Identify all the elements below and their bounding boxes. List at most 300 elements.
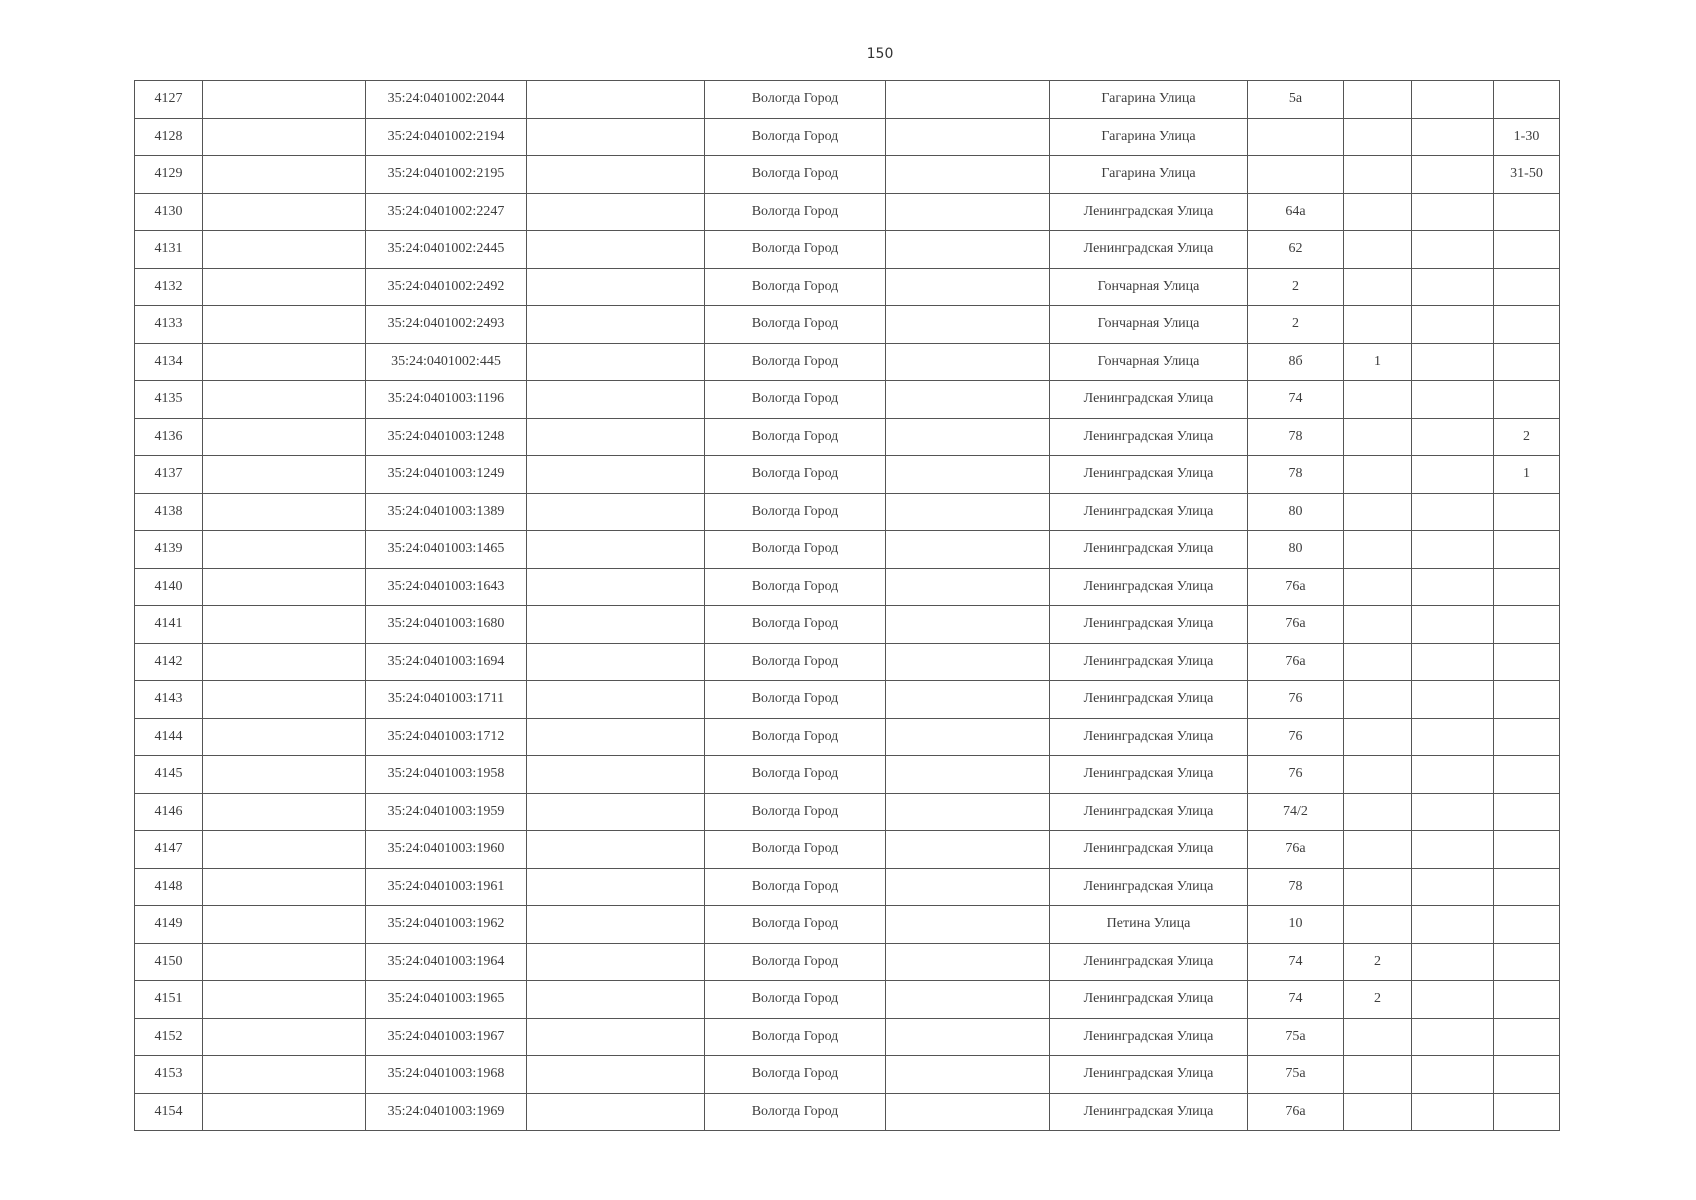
- street-cell: Ленинградская Улица: [1050, 1018, 1248, 1056]
- apartment-cell: [1494, 81, 1560, 119]
- street-cell: Ленинградская Улица: [1050, 756, 1248, 794]
- street-cell: Ленинградская Улица: [1050, 231, 1248, 269]
- row-number-cell: 4133: [135, 306, 203, 344]
- row-number-cell: 4147: [135, 831, 203, 869]
- cadastral-number-cell: 35:24:0401003:1964: [366, 943, 527, 981]
- building-cell: [1344, 568, 1412, 606]
- building-cell: [1344, 306, 1412, 344]
- table-row: [135, 118, 1560, 156]
- table-row: [135, 531, 1560, 569]
- street-cell: Ленинградская Улица: [1050, 606, 1248, 644]
- table-row: [135, 1018, 1560, 1056]
- blank-cell: [527, 606, 705, 644]
- street-cell: Ленинградская Улица: [1050, 718, 1248, 756]
- row-number-cell: 4154: [135, 1093, 203, 1131]
- house-number-cell: 75а: [1248, 1056, 1344, 1094]
- city-cell: Вологда Город: [705, 681, 886, 719]
- blank-cell: [1412, 81, 1494, 119]
- blank-cell: [1412, 793, 1494, 831]
- blank-cell: [886, 118, 1050, 156]
- table-row: [135, 681, 1560, 719]
- cadastral-number-cell: 35:24:0401003:1465: [366, 531, 527, 569]
- table-row: [135, 268, 1560, 306]
- house-number-cell: 76а: [1248, 606, 1344, 644]
- blank-cell: [1412, 606, 1494, 644]
- cadastral-number-cell: 35:24:0401003:1248: [366, 418, 527, 456]
- blank-cell: [886, 643, 1050, 681]
- blank-cell: [203, 831, 366, 869]
- building-cell: [1344, 156, 1412, 194]
- blank-cell: [203, 493, 366, 531]
- blank-cell: [527, 156, 705, 194]
- cadastral-number-cell: 35:24:0401003:1643: [366, 568, 527, 606]
- apartment-cell: [1494, 981, 1560, 1019]
- blank-cell: [886, 868, 1050, 906]
- city-cell: Вологда Город: [705, 906, 886, 944]
- blank-cell: [527, 381, 705, 419]
- row-number-cell: 4140: [135, 568, 203, 606]
- street-cell: Ленинградская Улица: [1050, 568, 1248, 606]
- apartment-cell: [1494, 718, 1560, 756]
- blank-cell: [527, 1018, 705, 1056]
- blank-cell: [203, 906, 366, 944]
- blank-cell: [1412, 718, 1494, 756]
- city-cell: Вологда Город: [705, 868, 886, 906]
- apartment-cell: [1494, 943, 1560, 981]
- city-cell: Вологда Город: [705, 793, 886, 831]
- row-number-cell: 4136: [135, 418, 203, 456]
- building-cell: [1344, 381, 1412, 419]
- cadastral-number-cell: 35:24:0401002:2493: [366, 306, 527, 344]
- blank-cell: [203, 606, 366, 644]
- table-row: [135, 456, 1560, 494]
- apartment-cell: [1494, 306, 1560, 344]
- blank-cell: [886, 756, 1050, 794]
- city-cell: Вологда Город: [705, 306, 886, 344]
- blank-cell: [1412, 493, 1494, 531]
- blank-cell: [203, 868, 366, 906]
- city-cell: Вологда Город: [705, 493, 886, 531]
- blank-cell: [203, 981, 366, 1019]
- house-number-cell: 76: [1248, 756, 1344, 794]
- house-number-cell: 10: [1248, 906, 1344, 944]
- row-number-cell: 4141: [135, 606, 203, 644]
- cadastral-number-cell: 35:24:0401002:445: [366, 343, 527, 381]
- street-cell: Ленинградская Улица: [1050, 1056, 1248, 1094]
- blank-cell: [527, 718, 705, 756]
- blank-cell: [1412, 568, 1494, 606]
- row-number-cell: 4142: [135, 643, 203, 681]
- blank-cell: [527, 81, 705, 119]
- city-cell: Вологда Город: [705, 756, 886, 794]
- street-cell: Ленинградская Улица: [1050, 793, 1248, 831]
- blank-cell: [203, 718, 366, 756]
- table-row: [135, 756, 1560, 794]
- house-number-cell: [1248, 118, 1344, 156]
- blank-cell: [886, 943, 1050, 981]
- city-cell: Вологда Город: [705, 531, 886, 569]
- blank-cell: [886, 381, 1050, 419]
- row-number-cell: 4135: [135, 381, 203, 419]
- blank-cell: [1412, 156, 1494, 194]
- apartment-cell: [1494, 681, 1560, 719]
- apartment-cell: [1494, 606, 1560, 644]
- city-cell: Вологда Город: [705, 418, 886, 456]
- blank-cell: [1412, 756, 1494, 794]
- street-cell: Гончарная Улица: [1050, 268, 1248, 306]
- apartment-cell: [1494, 1093, 1560, 1131]
- row-number-cell: 4127: [135, 81, 203, 119]
- house-number-cell: 75а: [1248, 1018, 1344, 1056]
- street-cell: Ленинградская Улица: [1050, 831, 1248, 869]
- blank-cell: [1412, 531, 1494, 569]
- blank-cell: [1412, 418, 1494, 456]
- blank-cell: [203, 306, 366, 344]
- blank-cell: [203, 531, 366, 569]
- blank-cell: [1412, 1018, 1494, 1056]
- blank-cell: [886, 1018, 1050, 1056]
- city-cell: Вологда Город: [705, 606, 886, 644]
- street-cell: Гагарина Улица: [1050, 81, 1248, 119]
- blank-cell: [203, 418, 366, 456]
- city-cell: Вологда Город: [705, 381, 886, 419]
- blank-cell: [886, 606, 1050, 644]
- apartment-cell: [1494, 231, 1560, 269]
- blank-cell: [1412, 456, 1494, 494]
- apartment-cell: [1494, 493, 1560, 531]
- blank-cell: [1412, 681, 1494, 719]
- blank-cell: [1412, 981, 1494, 1019]
- city-cell: Вологда Город: [705, 156, 886, 194]
- blank-cell: [527, 343, 705, 381]
- street-cell: Ленинградская Улица: [1050, 681, 1248, 719]
- street-cell: Ленинградская Улица: [1050, 643, 1248, 681]
- blank-cell: [527, 756, 705, 794]
- cadastral-number-cell: 35:24:0401002:2445: [366, 231, 527, 269]
- building-cell: [1344, 1056, 1412, 1094]
- blank-cell: [886, 981, 1050, 1019]
- blank-cell: [1412, 381, 1494, 419]
- house-number-cell: 74/2: [1248, 793, 1344, 831]
- blank-cell: [1412, 643, 1494, 681]
- blank-cell: [886, 531, 1050, 569]
- apartment-cell: 1-30: [1494, 118, 1560, 156]
- blank-cell: [527, 268, 705, 306]
- building-cell: [1344, 81, 1412, 119]
- table-row: [135, 343, 1560, 381]
- row-number-cell: 4144: [135, 718, 203, 756]
- blank-cell: [527, 868, 705, 906]
- table-row: [135, 831, 1560, 869]
- apartment-cell: 1: [1494, 456, 1560, 494]
- blank-cell: [886, 231, 1050, 269]
- row-number-cell: 4145: [135, 756, 203, 794]
- blank-cell: [527, 456, 705, 494]
- house-number-cell: 78: [1248, 456, 1344, 494]
- building-cell: 2: [1344, 943, 1412, 981]
- blank-cell: [1412, 193, 1494, 231]
- building-cell: [1344, 193, 1412, 231]
- blank-cell: [1412, 231, 1494, 269]
- city-cell: Вологда Город: [705, 981, 886, 1019]
- table-row: [135, 156, 1560, 194]
- cadastral-number-cell: 35:24:0401003:1959: [366, 793, 527, 831]
- city-cell: Вологда Город: [705, 1056, 886, 1094]
- building-cell: [1344, 793, 1412, 831]
- building-cell: [1344, 1018, 1412, 1056]
- city-cell: Вологда Город: [705, 193, 886, 231]
- blank-cell: [203, 568, 366, 606]
- row-number-cell: 4148: [135, 868, 203, 906]
- house-number-cell: 74: [1248, 381, 1344, 419]
- cadastral-number-cell: 35:24:0401003:1969: [366, 1093, 527, 1131]
- building-cell: [1344, 831, 1412, 869]
- apartment-cell: 2: [1494, 418, 1560, 456]
- city-cell: Вологда Город: [705, 1093, 886, 1131]
- row-number-cell: 4128: [135, 118, 203, 156]
- cadastral-number-cell: 35:24:0401003:1960: [366, 831, 527, 869]
- row-number-cell: 4139: [135, 531, 203, 569]
- blank-cell: [203, 681, 366, 719]
- cadastral-number-cell: 35:24:0401003:1968: [366, 1056, 527, 1094]
- house-number-cell: 78: [1248, 418, 1344, 456]
- city-cell: Вологда Город: [705, 81, 886, 119]
- blank-cell: [527, 418, 705, 456]
- house-number-cell: 76: [1248, 718, 1344, 756]
- blank-cell: [527, 493, 705, 531]
- building-cell: [1344, 681, 1412, 719]
- cadastral-number-cell: 35:24:0401002:2195: [366, 156, 527, 194]
- blank-cell: [1412, 306, 1494, 344]
- blank-cell: [886, 568, 1050, 606]
- blank-cell: [886, 343, 1050, 381]
- cadastral-number-cell: 35:24:0401003:1962: [366, 906, 527, 944]
- street-cell: Ленинградская Улица: [1050, 381, 1248, 419]
- table-row: [135, 1093, 1560, 1131]
- row-number-cell: 4149: [135, 906, 203, 944]
- table-row: [135, 381, 1560, 419]
- apartment-cell: [1494, 756, 1560, 794]
- blank-cell: [886, 906, 1050, 944]
- building-cell: [1344, 718, 1412, 756]
- house-number-cell: 8б: [1248, 343, 1344, 381]
- blank-cell: [886, 193, 1050, 231]
- apartment-cell: [1494, 906, 1560, 944]
- blank-cell: [886, 268, 1050, 306]
- house-number-cell: 76а: [1248, 643, 1344, 681]
- blank-cell: [527, 1056, 705, 1094]
- street-cell: Ленинградская Улица: [1050, 868, 1248, 906]
- house-number-cell: 74: [1248, 943, 1344, 981]
- blank-cell: [1412, 1093, 1494, 1131]
- blank-cell: [527, 1093, 705, 1131]
- table-row: [135, 643, 1560, 681]
- blank-cell: [527, 306, 705, 344]
- blank-cell: [527, 568, 705, 606]
- blank-cell: [886, 493, 1050, 531]
- row-number-cell: 4132: [135, 268, 203, 306]
- city-cell: Вологда Город: [705, 943, 886, 981]
- city-cell: Вологда Город: [705, 1018, 886, 1056]
- blank-cell: [527, 681, 705, 719]
- blank-cell: [527, 906, 705, 944]
- street-cell: Ленинградская Улица: [1050, 531, 1248, 569]
- street-cell: Ленинградская Улица: [1050, 493, 1248, 531]
- blank-cell: [527, 531, 705, 569]
- house-number-cell: [1248, 156, 1344, 194]
- blank-cell: [527, 231, 705, 269]
- blank-cell: [527, 943, 705, 981]
- cadastral-number-cell: 35:24:0401003:1711: [366, 681, 527, 719]
- house-number-cell: 5а: [1248, 81, 1344, 119]
- blank-cell: [203, 643, 366, 681]
- blank-cell: [527, 118, 705, 156]
- cadastral-number-cell: 35:24:0401003:1958: [366, 756, 527, 794]
- table-row: [135, 568, 1560, 606]
- table-row: [135, 793, 1560, 831]
- apartment-cell: [1494, 1056, 1560, 1094]
- apartment-cell: [1494, 1018, 1560, 1056]
- cadastral-number-cell: 35:24:0401002:2247: [366, 193, 527, 231]
- table-row: [135, 493, 1560, 531]
- blank-cell: [203, 456, 366, 494]
- house-number-cell: 76а: [1248, 831, 1344, 869]
- house-number-cell: 62: [1248, 231, 1344, 269]
- table-row: [135, 231, 1560, 269]
- house-number-cell: 64а: [1248, 193, 1344, 231]
- cadastral-number-cell: 35:24:0401003:1712: [366, 718, 527, 756]
- apartment-cell: [1494, 868, 1560, 906]
- cadastral-number-cell: 35:24:0401002:2194: [366, 118, 527, 156]
- blank-cell: [886, 81, 1050, 119]
- table-body: [135, 81, 1560, 1131]
- street-cell: Ленинградская Улица: [1050, 943, 1248, 981]
- blank-cell: [203, 381, 366, 419]
- city-cell: Вологда Город: [705, 118, 886, 156]
- street-cell: Ленинградская Улица: [1050, 456, 1248, 494]
- table-row: [135, 81, 1560, 119]
- apartment-cell: [1494, 643, 1560, 681]
- row-number-cell: 4143: [135, 681, 203, 719]
- cadastral-number-cell: 35:24:0401002:2044: [366, 81, 527, 119]
- blank-cell: [527, 831, 705, 869]
- blank-cell: [886, 306, 1050, 344]
- blank-cell: [886, 418, 1050, 456]
- table-row: [135, 306, 1560, 344]
- row-number-cell: 4150: [135, 943, 203, 981]
- table-row: [135, 418, 1560, 456]
- blank-cell: [203, 1018, 366, 1056]
- table-row: [135, 1056, 1560, 1094]
- cadastral-number-cell: 35:24:0401003:1965: [366, 981, 527, 1019]
- house-number-cell: 80: [1248, 531, 1344, 569]
- city-cell: Вологда Город: [705, 343, 886, 381]
- cadastral-number-cell: 35:24:0401003:1196: [366, 381, 527, 419]
- blank-cell: [203, 793, 366, 831]
- row-number-cell: 4130: [135, 193, 203, 231]
- street-cell: Гагарина Улица: [1050, 118, 1248, 156]
- table-row: [135, 943, 1560, 981]
- blank-cell: [1412, 906, 1494, 944]
- apartment-cell: [1494, 531, 1560, 569]
- cadastral-number-cell: 35:24:0401003:1389: [366, 493, 527, 531]
- house-number-cell: 2: [1248, 306, 1344, 344]
- blank-cell: [203, 756, 366, 794]
- cadastral-number-cell: 35:24:0401003:1961: [366, 868, 527, 906]
- street-cell: Ленинградская Улица: [1050, 1093, 1248, 1131]
- blank-cell: [203, 193, 366, 231]
- blank-cell: [1412, 868, 1494, 906]
- house-number-cell: 2: [1248, 268, 1344, 306]
- table-row: [135, 718, 1560, 756]
- city-cell: Вологда Город: [705, 718, 886, 756]
- row-number-cell: 4137: [135, 456, 203, 494]
- blank-cell: [527, 981, 705, 1019]
- blank-cell: [1412, 268, 1494, 306]
- cadastral-number-cell: 35:24:0401003:1967: [366, 1018, 527, 1056]
- row-number-cell: 4134: [135, 343, 203, 381]
- apartment-cell: [1494, 381, 1560, 419]
- building-cell: [1344, 118, 1412, 156]
- cadastral-number-cell: 35:24:0401003:1249: [366, 456, 527, 494]
- street-cell: Гончарная Улица: [1050, 343, 1248, 381]
- table-row: [135, 906, 1560, 944]
- table-row: [135, 981, 1560, 1019]
- blank-cell: [527, 193, 705, 231]
- building-cell: [1344, 606, 1412, 644]
- blank-cell: [1412, 943, 1494, 981]
- registry-table: [134, 80, 1560, 1131]
- blank-cell: [886, 681, 1050, 719]
- table-row: [135, 193, 1560, 231]
- street-cell: Петина Улица: [1050, 906, 1248, 944]
- row-number-cell: 4129: [135, 156, 203, 194]
- house-number-cell: 78: [1248, 868, 1344, 906]
- blank-cell: [886, 156, 1050, 194]
- city-cell: Вологда Город: [705, 231, 886, 269]
- building-cell: [1344, 906, 1412, 944]
- cadastral-number-cell: 35:24:0401003:1680: [366, 606, 527, 644]
- house-number-cell: 74: [1248, 981, 1344, 1019]
- street-cell: Ленинградская Улица: [1050, 193, 1248, 231]
- blank-cell: [203, 1056, 366, 1094]
- building-cell: [1344, 268, 1412, 306]
- blank-cell: [886, 1093, 1050, 1131]
- page-number: 150: [866, 46, 894, 62]
- apartment-cell: [1494, 831, 1560, 869]
- blank-cell: [1412, 343, 1494, 381]
- row-number-cell: 4151: [135, 981, 203, 1019]
- blank-cell: [203, 943, 366, 981]
- apartment-cell: [1494, 793, 1560, 831]
- blank-cell: [527, 793, 705, 831]
- city-cell: Вологда Город: [705, 831, 886, 869]
- blank-cell: [1412, 118, 1494, 156]
- blank-cell: [203, 231, 366, 269]
- blank-cell: [203, 156, 366, 194]
- blank-cell: [203, 81, 366, 119]
- apartment-cell: [1494, 568, 1560, 606]
- city-cell: Вологда Город: [705, 643, 886, 681]
- building-cell: [1344, 756, 1412, 794]
- row-number-cell: 4153: [135, 1056, 203, 1094]
- blank-cell: [203, 1093, 366, 1131]
- apartment-cell: [1494, 268, 1560, 306]
- row-number-cell: 4146: [135, 793, 203, 831]
- city-cell: Вологда Город: [705, 268, 886, 306]
- building-cell: [1344, 868, 1412, 906]
- city-cell: Вологда Город: [705, 456, 886, 494]
